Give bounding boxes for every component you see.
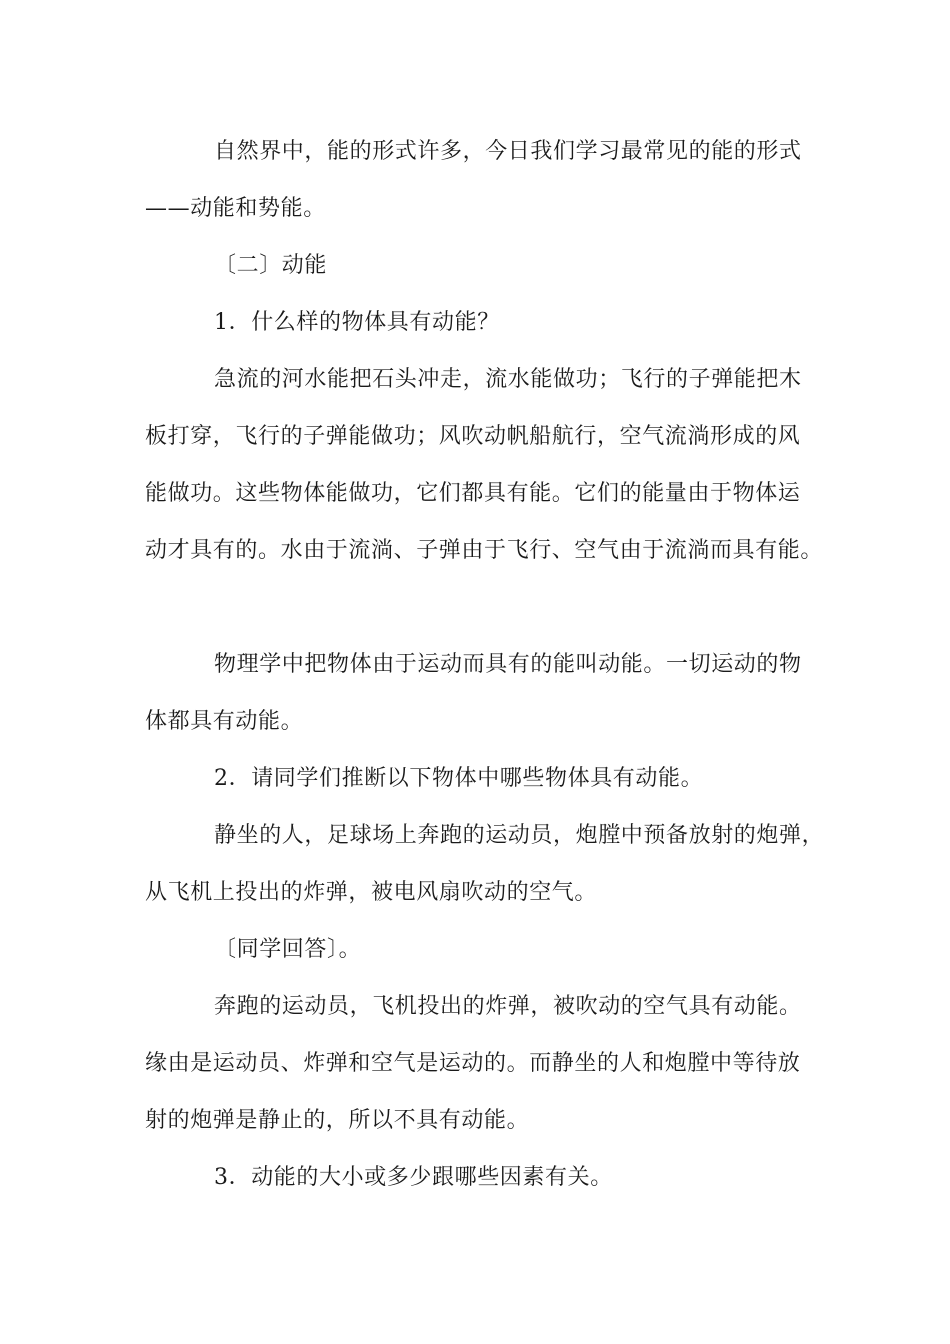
paragraph-line: 能做功。这些物体能做功，它们都具有能。它们的能量由于物体运 [145, 481, 801, 506]
paragraph-line: 奔跑的运动员，飞机投出的炸弹，被吹动的空气具有动能。 [214, 994, 802, 1019]
paragraph-line: 体都具有动能。 [145, 709, 304, 734]
paragraph-line: 自然界中，能的形式许多，今日我们学习最常见的能的形式 [214, 139, 802, 164]
paragraph-line: 急流的河水能把石头冲走，流水能做功；飞行的子弹能把木 [214, 367, 802, 392]
paragraph-line: 板打穿，飞行的子弹能做功；风吹动帆船航行，空气流淌形成的风 [145, 424, 801, 449]
paragraph-line: 〔同学回答〕。 [214, 937, 362, 962]
paragraph-line: 物理学中把物体由于运动而具有的能叫动能。一切运动的物 [214, 652, 802, 677]
paragraph-line: 静坐的人，足球场上奔跑的运动员，炮膛中预备放射的炮弹， [214, 823, 825, 848]
question-heading: 1．什么样的物体具有动能？ [214, 310, 500, 335]
paragraph-line: 射的炮弹是静止的，所以不具有动能。 [145, 1108, 530, 1133]
paragraph-line: 动才具有的。水由于流淌、子弹由于飞行、空气由于流淌而具有能。 [145, 538, 824, 563]
paragraph-line: 缘由是运动员、炸弹和空气是运动的。而静坐的人和炮膛中等待放 [145, 1051, 801, 1076]
paragraph-line: 从飞机上投出的炸弹，被电风扇吹动的空气。 [145, 880, 598, 905]
question-heading: 2．请同学们推断以下物体中哪些物体具有动能。 [214, 766, 704, 791]
paragraph-line: ——动能和势能。 [145, 196, 326, 221]
section-heading: 〔二〕动能 [214, 253, 328, 278]
question-heading: 3．动能的大小或多少跟哪些因素有关。 [214, 1165, 613, 1190]
